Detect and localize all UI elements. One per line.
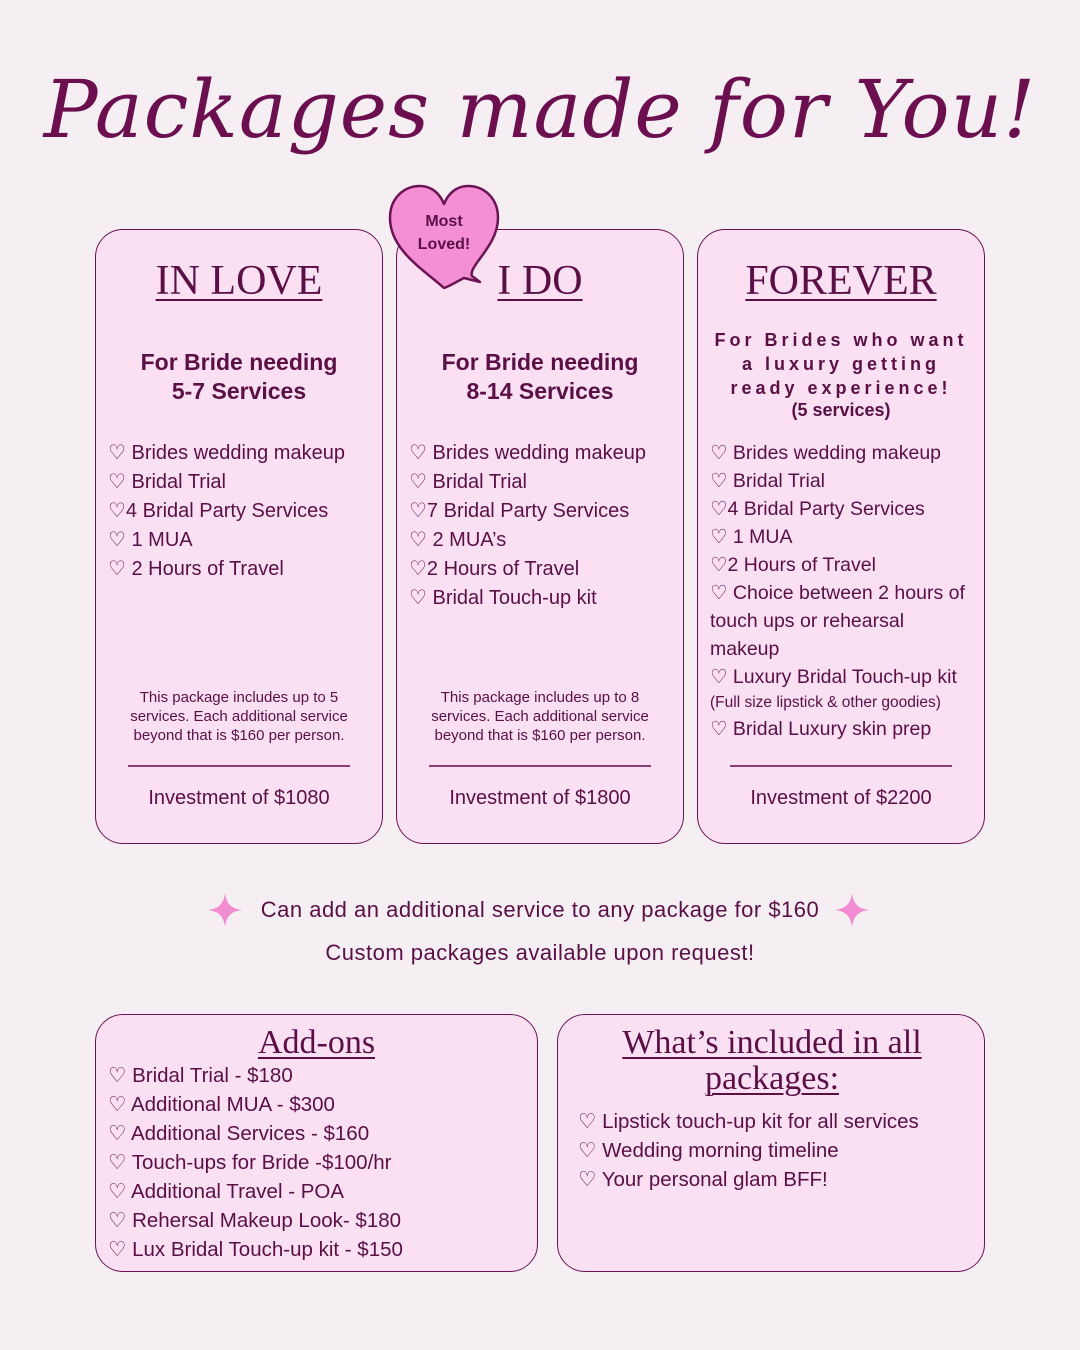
addons-list — [108, 1061, 529, 1264]
package-subtitle: For Brides who want a luxury getting ready experience! — [714, 330, 968, 398]
list-item: ♡ Your personal glam BFF! — [578, 1168, 828, 1191]
list-item: ♡ Additional Travel - POA — [108, 1180, 345, 1203]
list-item: ♡ Lux Bridal Touch-up kit - $150 — [108, 1238, 403, 1261]
addons-title: Add-ons — [257, 1024, 376, 1061]
list-item: ♡2 Hours of Travel — [409, 558, 580, 580]
addons-card — [95, 1014, 538, 1272]
list-item: ♡4 Bridal Party Services — [108, 500, 329, 522]
package-price: Investment of $1800 — [449, 787, 631, 809]
included-list — [578, 1107, 976, 1194]
package-card-forever — [697, 229, 985, 844]
page-title: Packages made for You! — [43, 63, 1037, 156]
package-price: Investment of $1080 — [148, 787, 330, 809]
custom-packages-note: Custom packages available upon request! — [325, 940, 755, 965]
list-item: ♡ Additional Services - $160 — [108, 1122, 370, 1145]
divider — [128, 765, 350, 767]
package-note: This package includes up to 5 services. Each additional service beyond that is $160 per person. — [130, 689, 348, 744]
list-item: ♡4 Bridal Party Services — [710, 498, 925, 520]
list-item: ♡ 1 MUA — [710, 526, 793, 548]
package-subtitle: For Bride needing 8-14 Services — [441, 349, 639, 404]
list-item: ♡ Additional MUA - $300 — [108, 1093, 335, 1116]
package-price: Investment of $2200 — [750, 787, 932, 809]
package-name: I DO — [497, 258, 583, 304]
badge-text — [384, 210, 504, 256]
package-note: This package includes up to 8 services. Each additional service beyond that is $160 per person. — [431, 689, 649, 744]
list-item: ♡ Bridal Trial — [108, 471, 226, 493]
included-card — [557, 1014, 985, 1272]
list-item: ♡ Brides wedding makeup — [409, 442, 646, 464]
package-items — [710, 439, 976, 743]
badge-line1: Most — [425, 213, 463, 230]
list-item: ♡ Rehersal Makeup Look- $180 — [108, 1209, 402, 1232]
additional-service-note: Can add an additional service to any package for $160 — [260, 897, 820, 922]
list-item: ♡ Bridal Trial - $180 — [108, 1064, 293, 1087]
list-item: ♡7 Bridal Party Services — [409, 500, 630, 522]
list-item-note: (Full size lipstick & other goodies) — [710, 694, 941, 711]
list-item: ♡ Brides wedding makeup — [108, 442, 345, 464]
package-name: IN LOVE — [155, 258, 323, 304]
list-item: ♡2 Hours of Travel — [710, 554, 876, 576]
list-item: ♡ Wedding morning timeline — [578, 1139, 839, 1162]
most-loved-badge — [384, 180, 504, 296]
list-item: ♡ Brides wedding makeup — [710, 442, 942, 464]
package-card-in-love — [95, 229, 383, 844]
list-item: ♡ Bridal Trial — [710, 470, 826, 492]
package-items — [108, 439, 374, 584]
list-item: ♡ Choice between 2 hours of touch ups or rehearsal makeup — [710, 582, 965, 660]
package-name: FOREVER — [745, 258, 937, 304]
sparkle-icon — [835, 893, 869, 927]
badge-line2: Loved! — [417, 236, 471, 253]
package-items — [409, 439, 675, 613]
list-item: ♡ 2 Hours of Travel — [108, 558, 284, 580]
package-subtitle: For Bride needing 5-7 Services — [140, 349, 338, 404]
divider — [730, 765, 952, 767]
list-item: ♡ 1 MUA — [108, 529, 193, 551]
divider — [429, 765, 651, 767]
package-card-i-do — [396, 229, 684, 844]
list-item: ♡ Luxury Bridal Touch-up kit — [710, 666, 957, 688]
list-item: ♡ Bridal Luxury skin prep — [710, 718, 932, 740]
list-item: ♡ Bridal Trial — [409, 471, 527, 493]
list-item: ♡ 2 MUA’s — [409, 529, 507, 551]
included-title: What’s included in all packages: — [622, 1024, 922, 1097]
list-item: ♡ Touch-ups for Bride -$100/hr — [108, 1151, 392, 1174]
list-item: ♡ Lipstick touch-up kit for all services — [578, 1110, 919, 1133]
list-item: ♡ Bridal Touch-up kit — [409, 587, 597, 609]
package-subtitle-small: (5 services) — [791, 400, 891, 420]
